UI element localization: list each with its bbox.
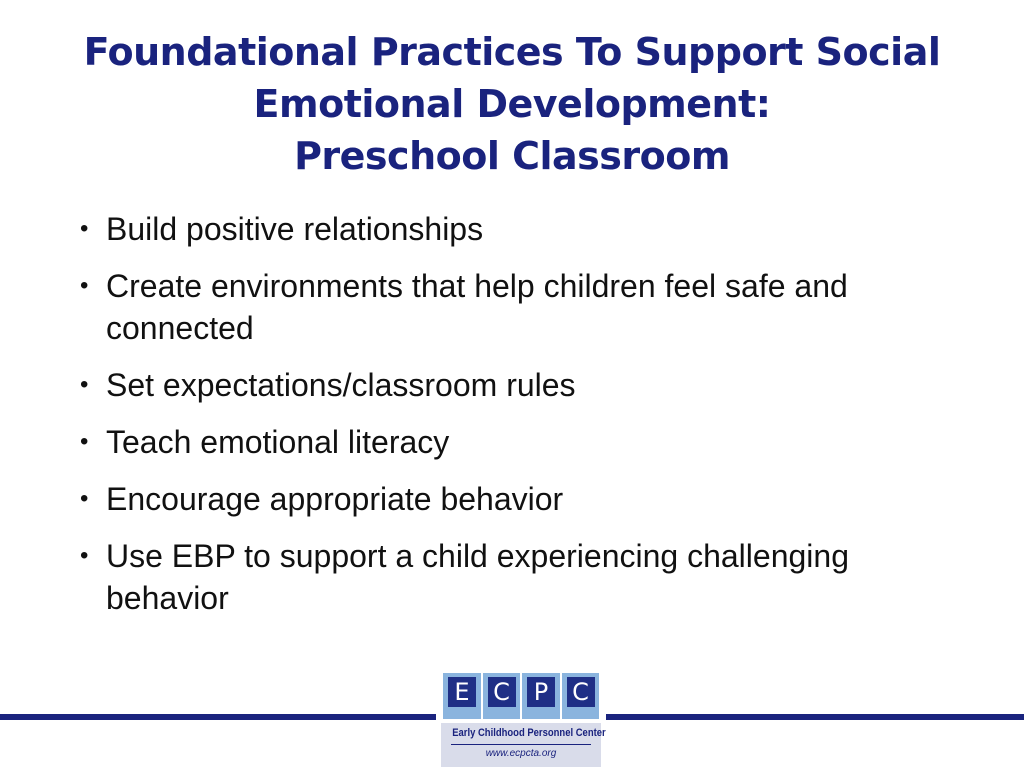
bullet-list — [76, 208, 956, 634]
bullet-item — [76, 208, 956, 250]
bullet-text: Teach emotional literacy — [106, 424, 450, 460]
logo-letter: P — [527, 677, 555, 707]
bullet-dot-icon: • — [80, 485, 89, 512]
slide-title — [0, 26, 1024, 182]
bullet-dot-icon: • — [80, 371, 89, 398]
footer-rule-right — [606, 714, 1024, 720]
bullet-item — [76, 535, 956, 619]
bullet-text: Build positive relationships — [106, 211, 484, 247]
bullet-text: Encourage appropriate behavior — [106, 481, 564, 517]
logo-letter-tiles — [443, 673, 599, 721]
bullet-dot-icon: • — [80, 272, 89, 299]
ecpc-logo — [441, 671, 606, 768]
logo-tile — [562, 673, 600, 719]
bullet-dot-icon: • — [80, 542, 89, 569]
logo-divider — [451, 744, 591, 745]
logo-url: www.ecpcta.org — [485, 748, 557, 759]
logo-tile — [483, 673, 521, 719]
bullet-item — [76, 421, 956, 463]
bullet-text: Create environments that help children feel safe and connected — [106, 268, 848, 346]
footer-rule-left — [0, 714, 436, 720]
bullet-item — [76, 265, 956, 349]
logo-tile — [522, 673, 560, 719]
logo-letter: C — [567, 677, 595, 707]
slide-title-line-1: Foundational Practices To Support Social — [83, 30, 941, 74]
slide-title-line-3: Preschool Classroom — [294, 134, 730, 178]
bullet-text: Use EBP to support a child experiencing challenging behavior — [106, 538, 849, 616]
slide-title-line-2: Emotional Development: — [253, 82, 771, 126]
bullet-text: Set expectations/classroom rules — [106, 367, 576, 403]
logo-tile — [443, 673, 481, 719]
bullet-item — [76, 364, 956, 406]
logo-letter: E — [448, 677, 476, 707]
bullet-dot-icon: • — [80, 428, 89, 455]
logo-letter: C — [488, 677, 516, 707]
bullet-item — [76, 478, 956, 520]
bullet-dot-icon: • — [80, 215, 89, 242]
logo-org-name: Early Childhood Personnel Center — [452, 727, 606, 739]
